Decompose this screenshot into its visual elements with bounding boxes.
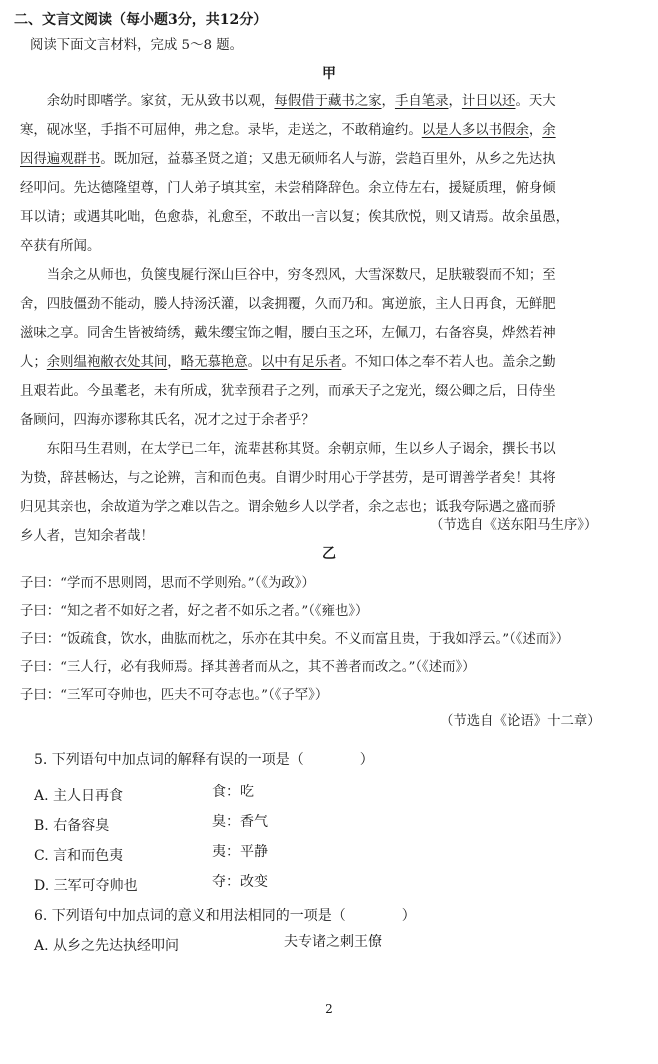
passage-a-line: 余幼时即嗜学。家贫，无从致书以观，每假借于藏书之家，手自笔录，计日以还。天大 (46, 94, 556, 109)
section-title: 二、文言文阅读（每小题3分，共12分） (14, 12, 268, 28)
passage-a-line: 且艰若此。今虽耄老，未有所成，犹幸预君子之列，而承天子之宠光，缀公卿之后，日侍坐 (20, 384, 556, 399)
passage-a-line: 因得遍观群书。既加冠，益慕圣贤之道；又患无硕师名人与游，尝趋百里外，从乡之先达执 (20, 152, 556, 167)
q5-option-b: B. 右备容臭 (34, 818, 110, 834)
passage-b-line: 子曰：“知之者不如好之者，好之者不如乐之者。”（《雍也》） (20, 604, 369, 619)
passage-a-heading: 甲 (322, 66, 336, 82)
q5-option-a: A. 主人日再食 (34, 788, 124, 804)
passage-a-line: 卒获有所闻。 (20, 239, 101, 254)
passage-a-line: 当余之从师也，负箧曳屣行深山巨谷中，穷冬烈风，大雪深数尺，足肤皲裂而不知；至 (20, 268, 556, 283)
passage-a-line: 乡人者，岂知余者哉！ (20, 529, 154, 544)
passage-a-line: 为贽，辞甚畅达，与之论辨，言和而色夷。自谓少时用心于学甚劳，是可谓善学者矣！其将 (20, 471, 556, 486)
passage-a-line: 寒，砚冰坚，手指不可屈伸，弗之怠。录毕，走送之，不敢稍逾约。以是人多以书假余，余 (20, 123, 556, 138)
q5-option-a-gloss: 食：吃 (212, 784, 254, 800)
passage-a-line: 经叩问。先达德隆望尊，门人弟子填其室，未尝稍降辞色。余立侍左右，援疑质理，俯身倾 (20, 181, 556, 196)
passage-b-line: 子曰：“三军可夺帅也，匹夫不可夺志也。”（《子罕》） (20, 688, 329, 703)
passage-a-line: 东阳马生君则，在太学已二年，流辈甚称其贤。余朝京师，生以乡人子谒余，撰长书以 (20, 442, 556, 457)
q5-option-d: D. 三军可夺帅也 (34, 878, 138, 894)
passage-b-line: 子曰：“饭疏食，饮水，曲肱而枕之，乐亦在其中矣。不义而富且贵，于我如浮云。”（《述而》） (20, 632, 570, 647)
passage-b-source: （节选自《论语》十二章） (440, 714, 601, 729)
passage-b-line: 子曰：“三人行，必有我师焉。择其善者而从之，其不善者而改之。”（《述而》） (20, 660, 476, 675)
passage-a-line: 人；余则缊袍敝衣处其间，略无慕艳意。以中有足乐者。不知口体之奉不若人也。盖余之勤 (20, 355, 556, 370)
passage-b-heading: 乙 (322, 546, 336, 562)
q5-option-d-gloss: 夺：改变 (212, 874, 268, 890)
passage-a-line: 备顾问，四海亦谬称其氏名，况才之过于余者乎？ (20, 413, 315, 428)
question-6-stem: 6. 下列语句中加点词的意义和用法相同的一项是（ ） (34, 908, 416, 924)
q6-option-a-right: 夫专诸之刺王僚 (284, 934, 382, 950)
q5-option-c: C. 言和而色夷 (34, 848, 124, 864)
q5-option-c-gloss: 夷：平静 (212, 844, 268, 860)
passage-a-line: 滋味之享。同舍生皆被绮绣，戴朱缨宝饰之帽，腰白玉之环，左佩刀，右备容臭，烨然若神 (20, 326, 556, 341)
q5-option-b-gloss: 臭：香气 (212, 814, 268, 830)
page-number: 2 (325, 1002, 333, 1016)
q6-option-a-left: A. 从乡之先达执经叩问 (34, 938, 180, 954)
passage-a-line: 耳以请；或遇其叱咄，色愈恭，礼愈至，不敢出一言以复；俟其欣悦，则又请焉。故余虽愚， (20, 210, 570, 225)
passage-a-source: （节选自《送东阳马生序》） (430, 518, 598, 533)
passage-a-line: 舍，四肢僵劲不能动，媵人持汤沃灌，以衾拥覆，久而乃和。寓逆旅，主人日再食，无鲜肥 (20, 297, 556, 312)
question-5-stem: 5. 下列语句中加点词的解释有误的一项是（ ） (34, 752, 374, 768)
instruction: 阅读下面文言材料，完成 5～8 题。 (30, 38, 244, 53)
passage-b-line: 子曰：“学而不思则罔，思而不学则殆。”（《为政》） (20, 576, 315, 591)
passage-a-line: 归见其亲也，余故道为学之难以告之。谓余勉乡人以学者，余之志也；诋我夸际遇之盛而骄 (20, 500, 556, 515)
